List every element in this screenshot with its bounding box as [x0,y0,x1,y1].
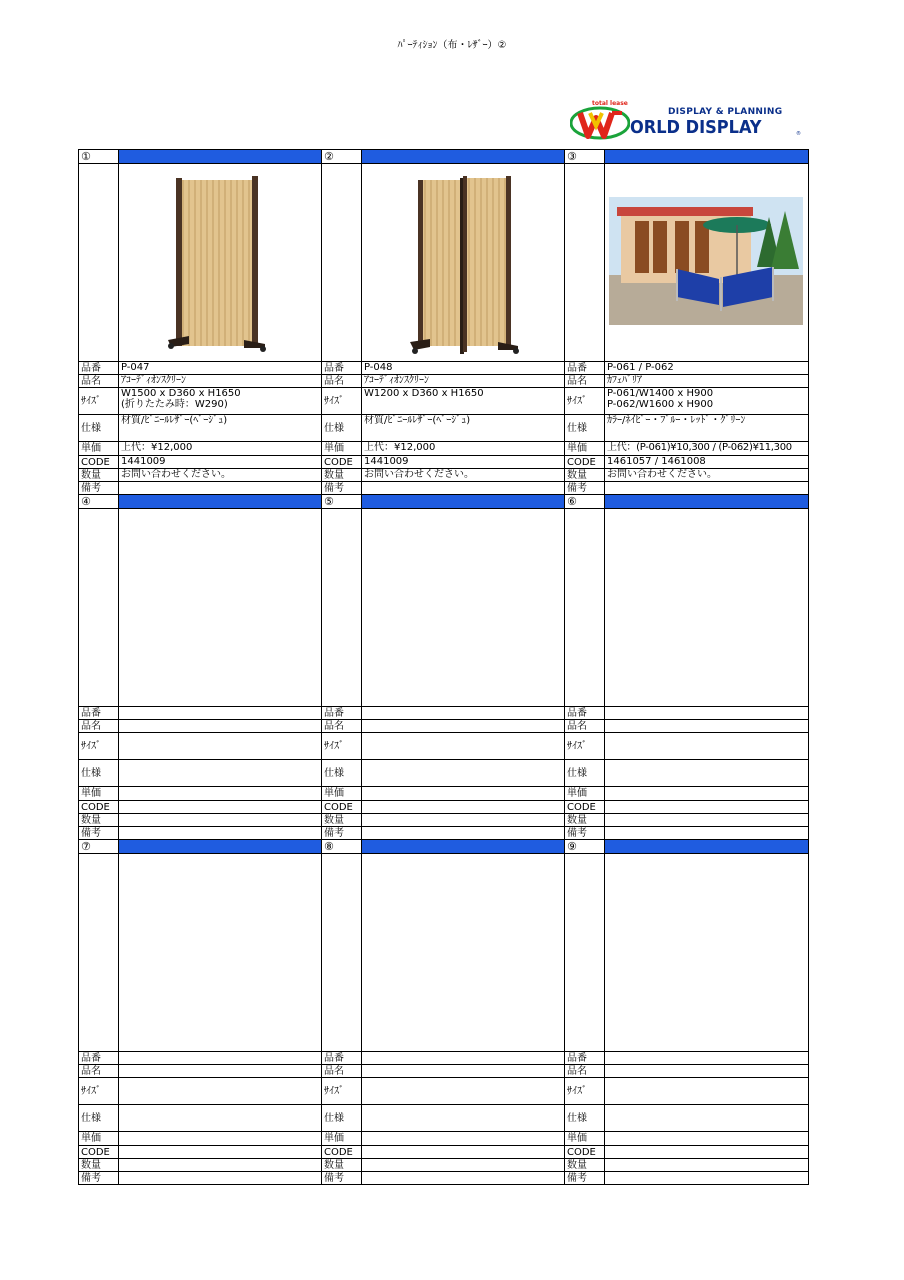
value-code: 1461057 / 1461008 [605,456,809,469]
value-size [605,388,809,415]
value-item_no [362,1052,565,1065]
value-item_no [362,707,565,720]
label-item_no: 品番 [565,707,605,720]
value-qty [605,1159,809,1172]
value-note [605,482,809,495]
value-spec [119,760,322,787]
value-item_no [605,707,809,720]
value-note [362,482,565,495]
item-header-band [605,150,809,164]
value-spec [362,760,565,787]
value-price: 上代：¥12,000 [362,442,565,456]
image-label-cell [79,164,119,362]
value-qty [362,1159,565,1172]
label-note: 備考 [322,1172,362,1185]
label-name: 品名 [79,1065,119,1078]
value-price [362,787,565,801]
item-header-band [362,150,565,164]
item-index: ③ [565,150,605,164]
value-item_no: P-047 [119,362,322,375]
label-item_no: 品番 [79,707,119,720]
value-spec [119,1105,322,1132]
label-name: 品名 [79,720,119,733]
item-header-band [605,495,809,509]
image-label-cell [79,509,119,707]
label-price: 単価 [322,787,362,801]
label-size: ｻｲｽﾞ [322,733,362,760]
label-item_no: 品番 [79,1052,119,1065]
size-line-2: P-062/W1600 x H900 [607,399,714,410]
label-name: 品名 [565,1065,605,1078]
label-price: 単価 [79,787,119,801]
product-image-cell [605,164,809,362]
label-note: 備考 [79,1172,119,1185]
label-code: CODE [565,1146,605,1159]
label-code: CODE [79,801,119,814]
product-sheet [78,149,809,1185]
value-size [119,733,322,760]
cafe-barrier-image [609,197,803,325]
label-qty: 数量 [79,1159,119,1172]
label-note: 備考 [322,827,362,840]
label-spec: 仕様 [79,1105,119,1132]
label-item_no: 品番 [322,1052,362,1065]
value-price: 上代：¥12,000 [119,442,322,456]
value-code [119,1146,322,1159]
label-code: CODE [322,801,362,814]
value-price [119,787,322,801]
label-qty: 数量 [79,814,119,827]
value-name [119,1065,322,1078]
label-item_no: 品番 [79,362,119,375]
item-index: ⑧ [322,840,362,854]
size-line-1: W1200 x D360 x H1650 [364,388,484,399]
label-note: 備考 [79,482,119,495]
value-spec [605,1105,809,1132]
value-price [362,1132,565,1146]
value-qty: お問い合わせください。 [362,469,565,482]
value-qty [119,1159,322,1172]
label-price: 単価 [565,1132,605,1146]
item-index: ⑨ [565,840,605,854]
product-image-cell [362,164,565,362]
label-price: 単価 [79,442,119,456]
item-index: ⑤ [322,495,362,509]
value-spec: ｶﾗｰ/ﾈｲﾋﾞｰ・ﾌﾞﾙｰ・ﾚｯﾄﾞ・ｸﾞﾘｰﾝ [605,415,809,442]
label-name: 品名 [79,375,119,388]
value-name [605,720,809,733]
label-name: 品名 [322,1065,362,1078]
value-item_no [605,1052,809,1065]
image-label-cell [322,164,362,362]
item-header-band [119,495,322,509]
label-spec: 仕様 [79,415,119,442]
value-note [119,827,322,840]
value-item_no [119,1052,322,1065]
label-spec: 仕様 [322,415,362,442]
page-title: ﾊﾟｰﾃｨｼｮﾝ（布・ﾚｻﾞｰ）② [397,40,507,51]
value-name [362,720,565,733]
value-name: ｶﾌｪﾊﾞﾘｱ [605,375,809,388]
value-note [119,1172,322,1185]
value-size [362,733,565,760]
value-code [362,1146,565,1159]
value-size [605,733,809,760]
product-image-cell [119,509,322,707]
label-price: 単価 [322,1132,362,1146]
value-code [362,801,565,814]
item-index: ⑥ [565,495,605,509]
value-name [605,1065,809,1078]
value-name: ｱｺｰﾃﾞｨｵﾝｽｸﾘｰﾝ [119,375,322,388]
label-item_no: 品番 [565,362,605,375]
value-qty [605,814,809,827]
label-code: CODE [322,1146,362,1159]
label-size: ｻｲｽﾞ [322,388,362,415]
value-item_no: P-061 / P-062 [605,362,809,375]
image-label-cell [565,854,605,1052]
value-spec [362,1105,565,1132]
label-price: 単価 [322,442,362,456]
image-label-cell [79,854,119,1052]
label-spec: 仕様 [322,760,362,787]
size-line-2: (折りたたみ時：W290) [121,399,228,410]
label-note: 備考 [322,482,362,495]
label-spec: 仕様 [322,1105,362,1132]
label-size: ｻｲｽﾞ [79,733,119,760]
product-image-cell [362,854,565,1052]
logo-registered: ® [796,131,801,137]
value-price [605,1132,809,1146]
product-image-cell [119,164,322,362]
image-label-cell [565,509,605,707]
label-note: 備考 [565,1172,605,1185]
label-code: CODE [79,456,119,469]
label-size: ｻｲｽﾞ [565,1078,605,1105]
label-spec: 仕様 [565,760,605,787]
label-qty: 数量 [565,814,605,827]
value-spec: 材質/ﾋﾞﾆｰﾙﾚｻﾞｰ(ﾍﾞｰｼﾞｭ) [119,415,322,442]
value-note [119,482,322,495]
value-note [362,827,565,840]
value-code [605,1146,809,1159]
double-accordion-screen-image [362,164,565,362]
value-item_no [119,707,322,720]
image-label-cell [322,854,362,1052]
label-note: 備考 [565,827,605,840]
label-price: 単価 [565,442,605,456]
accordion-screen-image [119,164,322,362]
value-qty: お問い合わせください。 [605,469,809,482]
item-index: ⑦ [79,840,119,854]
item-index: ① [79,150,119,164]
image-label-cell [322,509,362,707]
value-item_no: P-048 [362,362,565,375]
value-size [605,1078,809,1105]
value-code: 1441009 [362,456,565,469]
size-line-1: W1500 x D360 x H1650 [121,388,241,399]
label-price: 単価 [79,1132,119,1146]
label-note: 備考 [79,827,119,840]
label-spec: 仕様 [565,415,605,442]
product-image-cell [605,509,809,707]
size-line-1: P-061/W1400 x H900 [607,388,714,399]
label-qty: 数量 [565,1159,605,1172]
label-item_no: 品番 [322,707,362,720]
label-size: ｻｲｽﾞ [565,388,605,415]
product-image-cell [119,854,322,1052]
item-header-band [362,840,565,854]
label-code: CODE [322,456,362,469]
value-size [119,388,322,415]
label-spec: 仕様 [565,1105,605,1132]
label-size: ｻｲｽﾞ [79,388,119,415]
label-qty: 数量 [322,814,362,827]
label-size: ｻｲｽﾞ [322,1078,362,1105]
label-code: CODE [565,456,605,469]
item-index: ④ [79,495,119,509]
value-note [362,1172,565,1185]
label-name: 品名 [565,375,605,388]
logo-total-lease: total lease [592,100,628,107]
value-note [605,827,809,840]
logo-tagline: DISPLAY & PLANNING [668,107,783,117]
value-name [119,720,322,733]
value-code [119,801,322,814]
label-price: 単価 [565,787,605,801]
item-index: ② [322,150,362,164]
item-header-band [362,495,565,509]
value-code [605,801,809,814]
value-price [605,787,809,801]
label-item_no: 品番 [565,1052,605,1065]
item-header-band [119,840,322,854]
value-spec: 材質/ﾋﾞﾆｰﾙﾚｻﾞｰ(ﾍﾞｰｼﾞｭ) [362,415,565,442]
value-qty: お問い合わせください。 [119,469,322,482]
item-header-band [119,150,322,164]
product-image-cell [362,509,565,707]
label-note: 備考 [565,482,605,495]
item-header-band [605,840,809,854]
value-size [362,1078,565,1105]
label-name: 品名 [322,375,362,388]
logo-brand: ORLD DISPLAY [630,117,762,138]
world-display-logo [570,100,806,140]
value-name [362,1065,565,1078]
label-qty: 数量 [79,469,119,482]
value-spec [605,760,809,787]
value-price [119,1132,322,1146]
label-spec: 仕様 [79,760,119,787]
label-qty: 数量 [322,1159,362,1172]
image-label-cell [565,164,605,362]
value-size [119,1078,322,1105]
label-qty: 数量 [322,469,362,482]
product-image-cell [605,854,809,1052]
label-code: CODE [79,1146,119,1159]
value-code: 1441009 [119,456,322,469]
label-name: 品名 [565,720,605,733]
value-qty [362,814,565,827]
value-size [362,388,565,415]
value-price: 上代：(P-061)¥10,300 / (P-062)¥11,300 [605,442,809,456]
label-qty: 数量 [565,469,605,482]
value-name: ｱｺｰﾃﾞｨｵﾝｽｸﾘｰﾝ [362,375,565,388]
label-size: ｻｲｽﾞ [565,733,605,760]
value-note [605,1172,809,1185]
label-name: 品名 [322,720,362,733]
value-qty [119,814,322,827]
label-code: CODE [565,801,605,814]
logo-w-icon [570,104,630,140]
label-size: ｻｲｽﾞ [79,1078,119,1105]
label-item_no: 品番 [322,362,362,375]
